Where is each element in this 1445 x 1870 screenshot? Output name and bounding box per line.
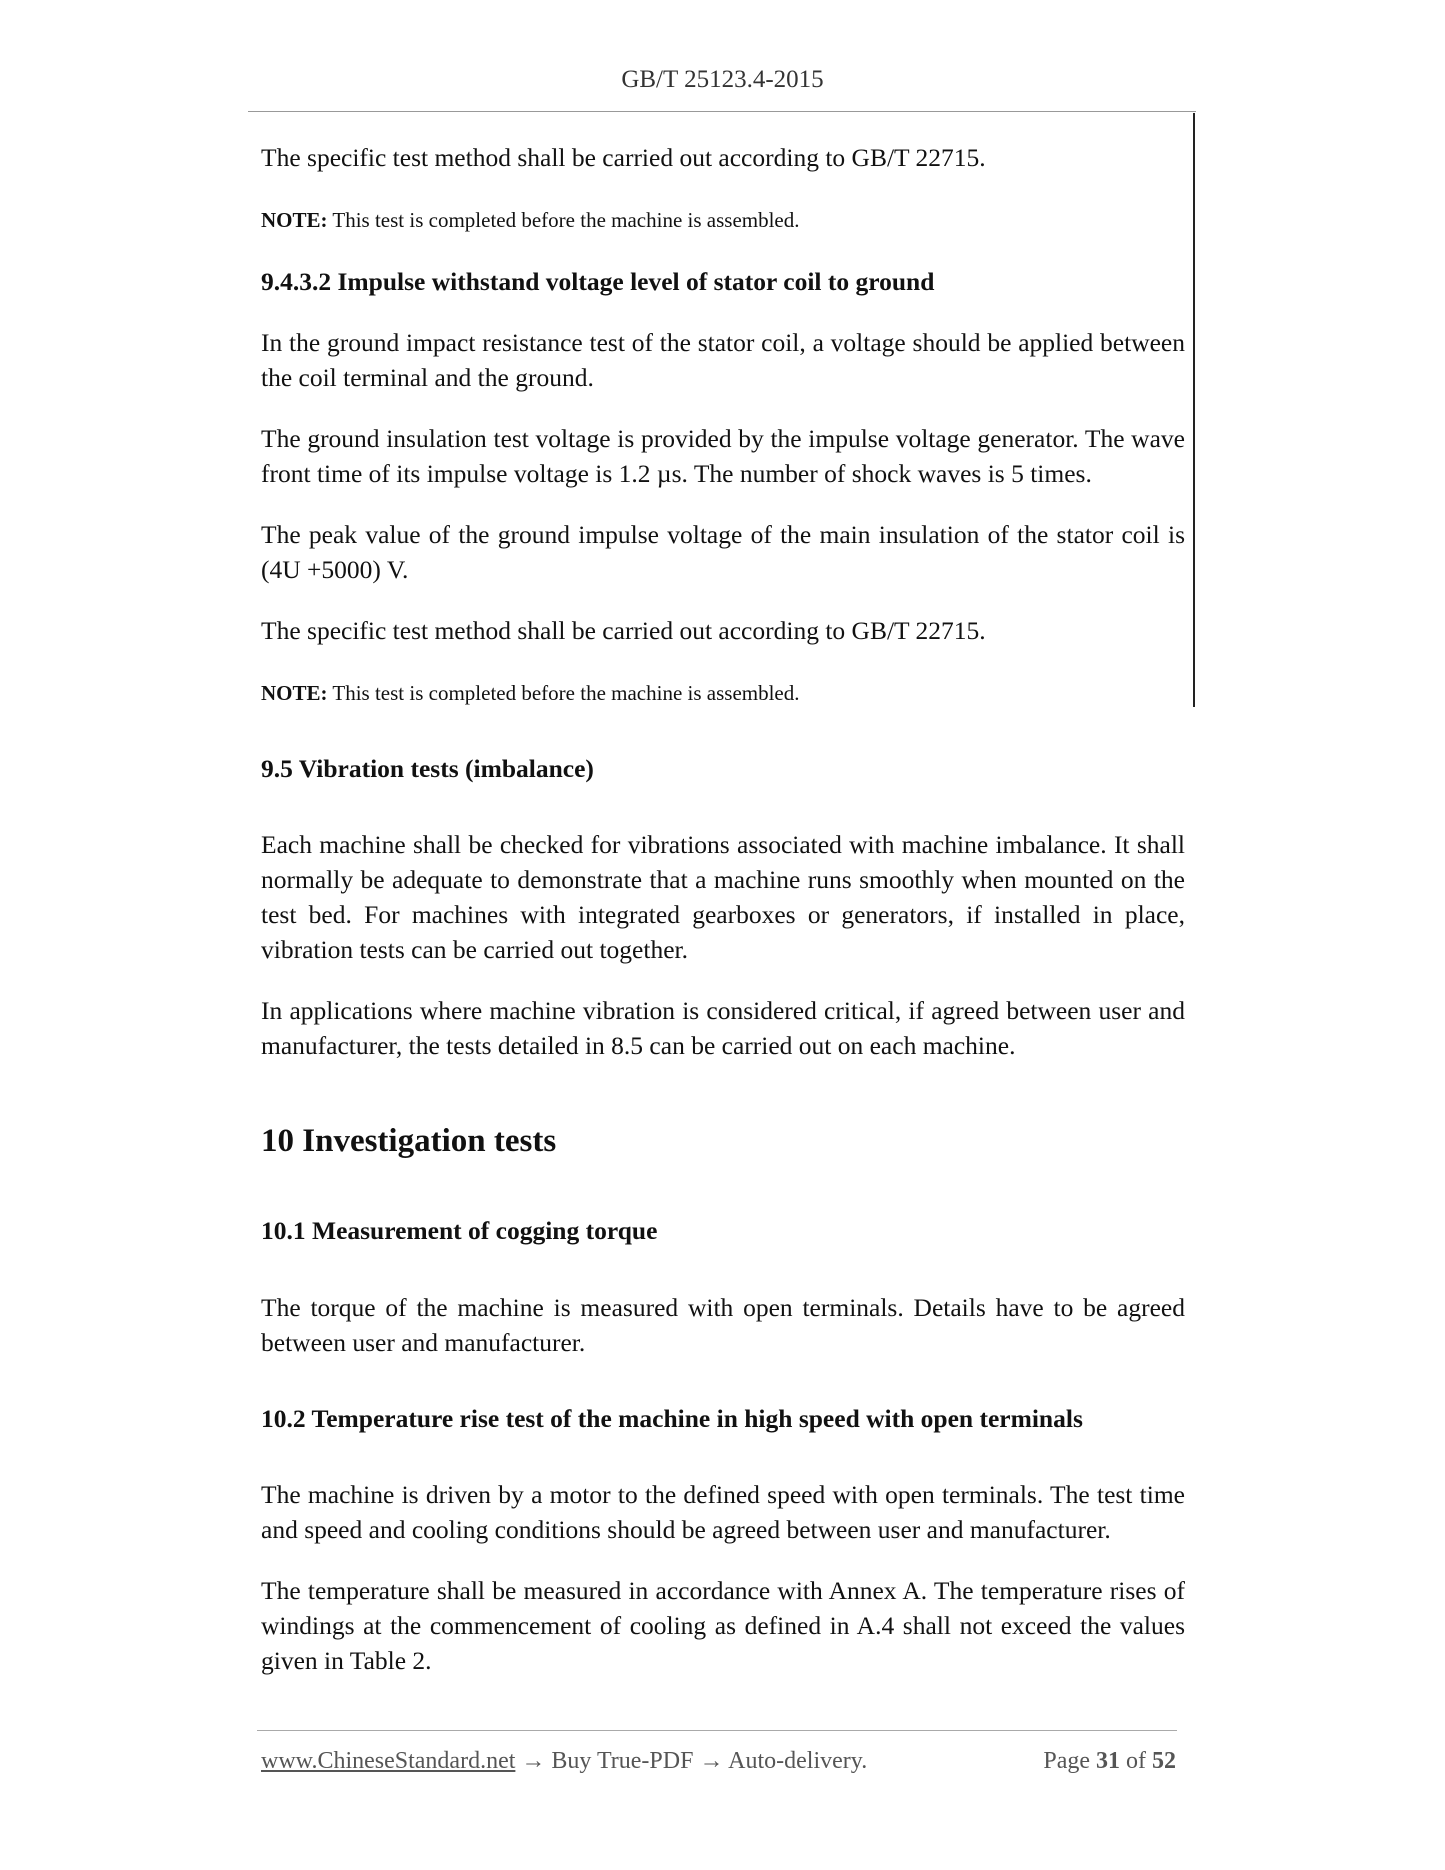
arrow-icon: → — [521, 1748, 546, 1774]
paragraph — [261, 517, 1185, 587]
paragraph-text: The ground insulation test voltage is provided by the impulse voltage generator. The wave front time of its impulse voltage is 1.2 µs. The number of shock waves is 5 times. — [261, 424, 1185, 488]
section-heading-10 — [261, 1121, 1185, 1161]
heading-text: 10.2 Temperature rise test of the machine in high speed with open terminals — [261, 1404, 1083, 1433]
paragraph-text: The specific test method shall be carried out according to GB/T 22715. — [261, 616, 986, 645]
paragraph — [261, 613, 1185, 648]
note-label: NOTE: — [261, 681, 328, 705]
footer-rule — [257, 1730, 1177, 1731]
heading-text: 10.1 Measurement of cogging torque — [261, 1216, 658, 1245]
current-page: 31 — [1096, 1748, 1120, 1774]
section-heading-10-1 — [261, 1215, 1185, 1247]
paragraph-text: The machine is driven by a motor to the defined speed with open terminals. The test time and speed and cooling conditions should be agreed between user and manufacturer. — [261, 1480, 1185, 1544]
paragraph-text: The specific test method shall be carried out according to GB/T 22715. — [261, 143, 986, 172]
note-text: This test is completed before the machine is assembled. — [327, 681, 800, 705]
paragraph — [261, 993, 1185, 1063]
header-rule — [248, 111, 1196, 112]
paragraph-text: Each machine shall be checked for vibrations associated with machine imbalance. It shall normally be adequate to demonstrate that a machine runs smoothly when mounted on the test bed. For machines with integrated gearboxes or generators, if installed in place, vibration tests can be carried out together. — [261, 830, 1185, 964]
note-text: This test is completed before the machine is assembled. — [327, 208, 800, 232]
paragraph — [261, 1290, 1185, 1360]
page-number — [1043, 1748, 1176, 1775]
of-word: of — [1126, 1748, 1146, 1774]
paragraph — [261, 140, 1185, 175]
paragraph-text: The temperature shall be measured in accordance with Annex A. The temperature rises of windings at the commencement of cooling as defined in A.4 shall not exceed the values given in Table 2. — [261, 1576, 1185, 1675]
section-heading-10-2 — [261, 1403, 1185, 1435]
total-pages: 52 — [1152, 1748, 1176, 1774]
section-heading-9-4-3-2 — [261, 266, 1185, 298]
footer-links — [261, 1748, 867, 1775]
paragraph-text: In applications where machine vibration is considered critical, if agreed between user and manufacturer, the tests detailed in 8.5 can be carried out on each machine. — [261, 996, 1185, 1060]
paragraph — [261, 1573, 1185, 1678]
page-header: GB/T 25123.4-2015 — [621, 66, 824, 93]
paragraph-text: The torque of the machine is measured with open terminals. Details have to be agreed between user and manufacturer. — [261, 1293, 1185, 1357]
auto-delivery-text: Auto-delivery. — [728, 1748, 868, 1774]
chinesestandard-link[interactable]: www.ChineseStandard.net — [261, 1748, 516, 1774]
heading-text: 9.4.3.2 Impulse withstand voltage level of stator coil to ground — [261, 267, 935, 296]
section-heading-9-5 — [261, 753, 1185, 785]
heading-text: 9.5 Vibration tests (imbalance) — [261, 754, 594, 783]
note-label: NOTE: — [261, 208, 328, 232]
note — [261, 679, 1185, 707]
paragraph-text: In the ground impact resistance test of the stator coil, a voltage should be applied between the coil terminal and the ground. — [261, 328, 1185, 392]
paragraph-text: The peak value of the ground impulse voltage of the main insulation of the stator coil is (4U +5000) V. — [261, 520, 1185, 584]
paragraph — [261, 827, 1185, 967]
note — [261, 206, 1185, 234]
paragraph — [261, 325, 1185, 395]
buy-true-pdf-text: Buy True-PDF — [551, 1748, 694, 1774]
page-footer — [261, 1748, 1176, 1775]
change-bar — [1193, 113, 1195, 707]
page-word: Page — [1043, 1748, 1090, 1774]
paragraph — [261, 1477, 1185, 1547]
arrow-icon: → — [699, 1748, 724, 1774]
paragraph — [261, 421, 1185, 491]
heading-text: 10 Investigation tests — [261, 1123, 557, 1159]
